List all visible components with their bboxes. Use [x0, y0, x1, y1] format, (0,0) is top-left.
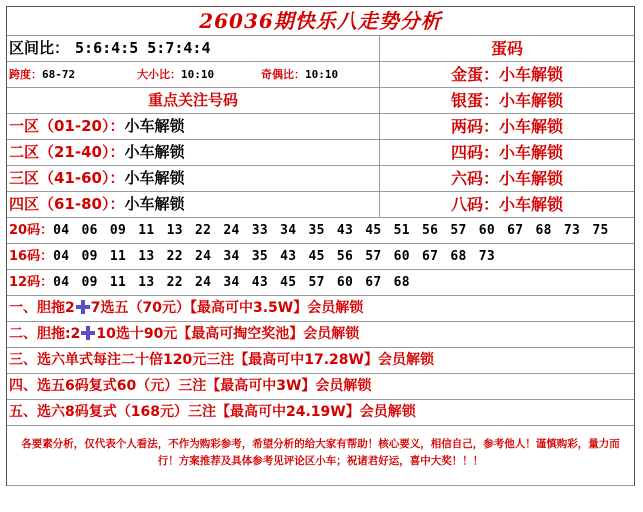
- zone-row: [7, 166, 634, 192]
- zone-label: 二区（21-40）：: [9, 143, 125, 161]
- code-row: [7, 244, 634, 270]
- span-stat: [9, 62, 75, 87]
- zone-right: 八码：小车解锁: [450, 195, 563, 214]
- code-row-values: 04 06 09 11 13 22 24 33 34 35 43 45 51 56 57 60 67 68 73 75: [53, 223, 609, 238]
- plan-row: [7, 322, 634, 348]
- zone-label: 四区（61-80）：: [9, 195, 125, 213]
- plan-prefix: 一、胆拖2: [9, 300, 75, 316]
- ratio-row: [7, 36, 634, 62]
- ratio-values: 5:6:4:5 5:7:4:4: [75, 39, 211, 57]
- disclaimer-note: 各要素分析，仅代表个人看法，不作为购彩参考，希望分析的给大家有帮助！核心要义，相信自己，参考他人！谨慎购彩，量力而行！方案推荐及具体参考见评论区小车；祝诸君好运，喜中大奖！！！: [7, 426, 634, 486]
- zone-label: 一区（01-20）：: [9, 117, 125, 135]
- gold-egg: 金蛋：小车解锁: [450, 65, 563, 84]
- zone-row: [7, 192, 634, 218]
- code-row-label: 12码：: [9, 275, 54, 290]
- zone-cell: [7, 114, 380, 139]
- plus-icon: [81, 326, 95, 340]
- plan-prefix: 二、胆拖:2: [9, 326, 81, 342]
- plan-text: 四、选五6码复式60（元）三注【最高可中3W】会员解锁: [9, 378, 372, 394]
- zone-value: 小车解锁: [124, 169, 185, 187]
- span-label: 跨度：: [9, 68, 42, 81]
- ratio-cell: [7, 36, 380, 61]
- code-row-values: 04 09 11 13 22 24 34 43 45 57 60 67 68: [53, 275, 410, 290]
- zone-label: 三区（41-60）：: [9, 169, 125, 187]
- zone-right: 六码：小车解锁: [450, 169, 563, 188]
- zone-value: 小车解锁: [124, 143, 185, 161]
- plan-row: [7, 400, 634, 426]
- big-small-stat: [137, 62, 214, 87]
- odd-even-label: 奇偶比：: [261, 68, 305, 81]
- zone-cell: [7, 166, 380, 191]
- span-value: 68-72: [42, 68, 76, 81]
- code-row: [7, 270, 634, 296]
- plan-text: 三、选六单式每注二十倍120元三注【最高可中17.28W】会员解锁: [9, 352, 434, 368]
- plan-row: [7, 296, 634, 322]
- zone-right: 两码：小车解锁: [450, 117, 563, 136]
- code-row-label: 16码：: [9, 249, 54, 264]
- zone-right: 四码：小车解锁: [450, 143, 563, 162]
- plan-row: [7, 348, 634, 374]
- zone-row: [7, 114, 634, 140]
- focus-row: [7, 88, 634, 114]
- big-small-value: 10:10: [181, 68, 215, 81]
- sheet-title: 26036期快乐八走势分析: [7, 7, 634, 36]
- zone-value: 小车解锁: [124, 195, 185, 213]
- stats-row: [7, 62, 634, 88]
- zone-value: 小车解锁: [124, 117, 185, 135]
- analysis-sheet: [6, 6, 635, 486]
- zone-cell: [7, 192, 380, 217]
- plus-icon: [76, 300, 90, 314]
- plan-text: 10选十90元【最高可掏空奖池】会员解锁: [96, 326, 360, 342]
- big-small-label: 大小比：: [137, 68, 181, 81]
- code-row: [7, 218, 634, 244]
- plan-text: 7选五（70元）【最高可中3.5W】会员解锁: [90, 300, 364, 316]
- silver-egg: 银蛋：小车解锁: [450, 91, 563, 110]
- zone-cell: [7, 140, 380, 165]
- odd-even-value: 10:10: [305, 68, 339, 81]
- plan-text: 五、选六8码复式（168元）三注【最高可中24.19W】会员解锁: [9, 404, 416, 420]
- code-row-label: 20码：: [9, 223, 54, 238]
- zone-row: [7, 140, 634, 166]
- focus-title: 重点关注号码: [7, 88, 380, 113]
- eggs-header: 蛋码: [490, 39, 523, 58]
- ratio-label: 区间比：: [9, 39, 70, 57]
- stats-cell: [7, 62, 380, 87]
- odd-even-stat: [261, 62, 338, 87]
- plan-row: [7, 374, 634, 400]
- code-row-values: 04 09 11 13 22 24 34 35 43 45 56 57 60 67 68 73: [53, 249, 496, 264]
